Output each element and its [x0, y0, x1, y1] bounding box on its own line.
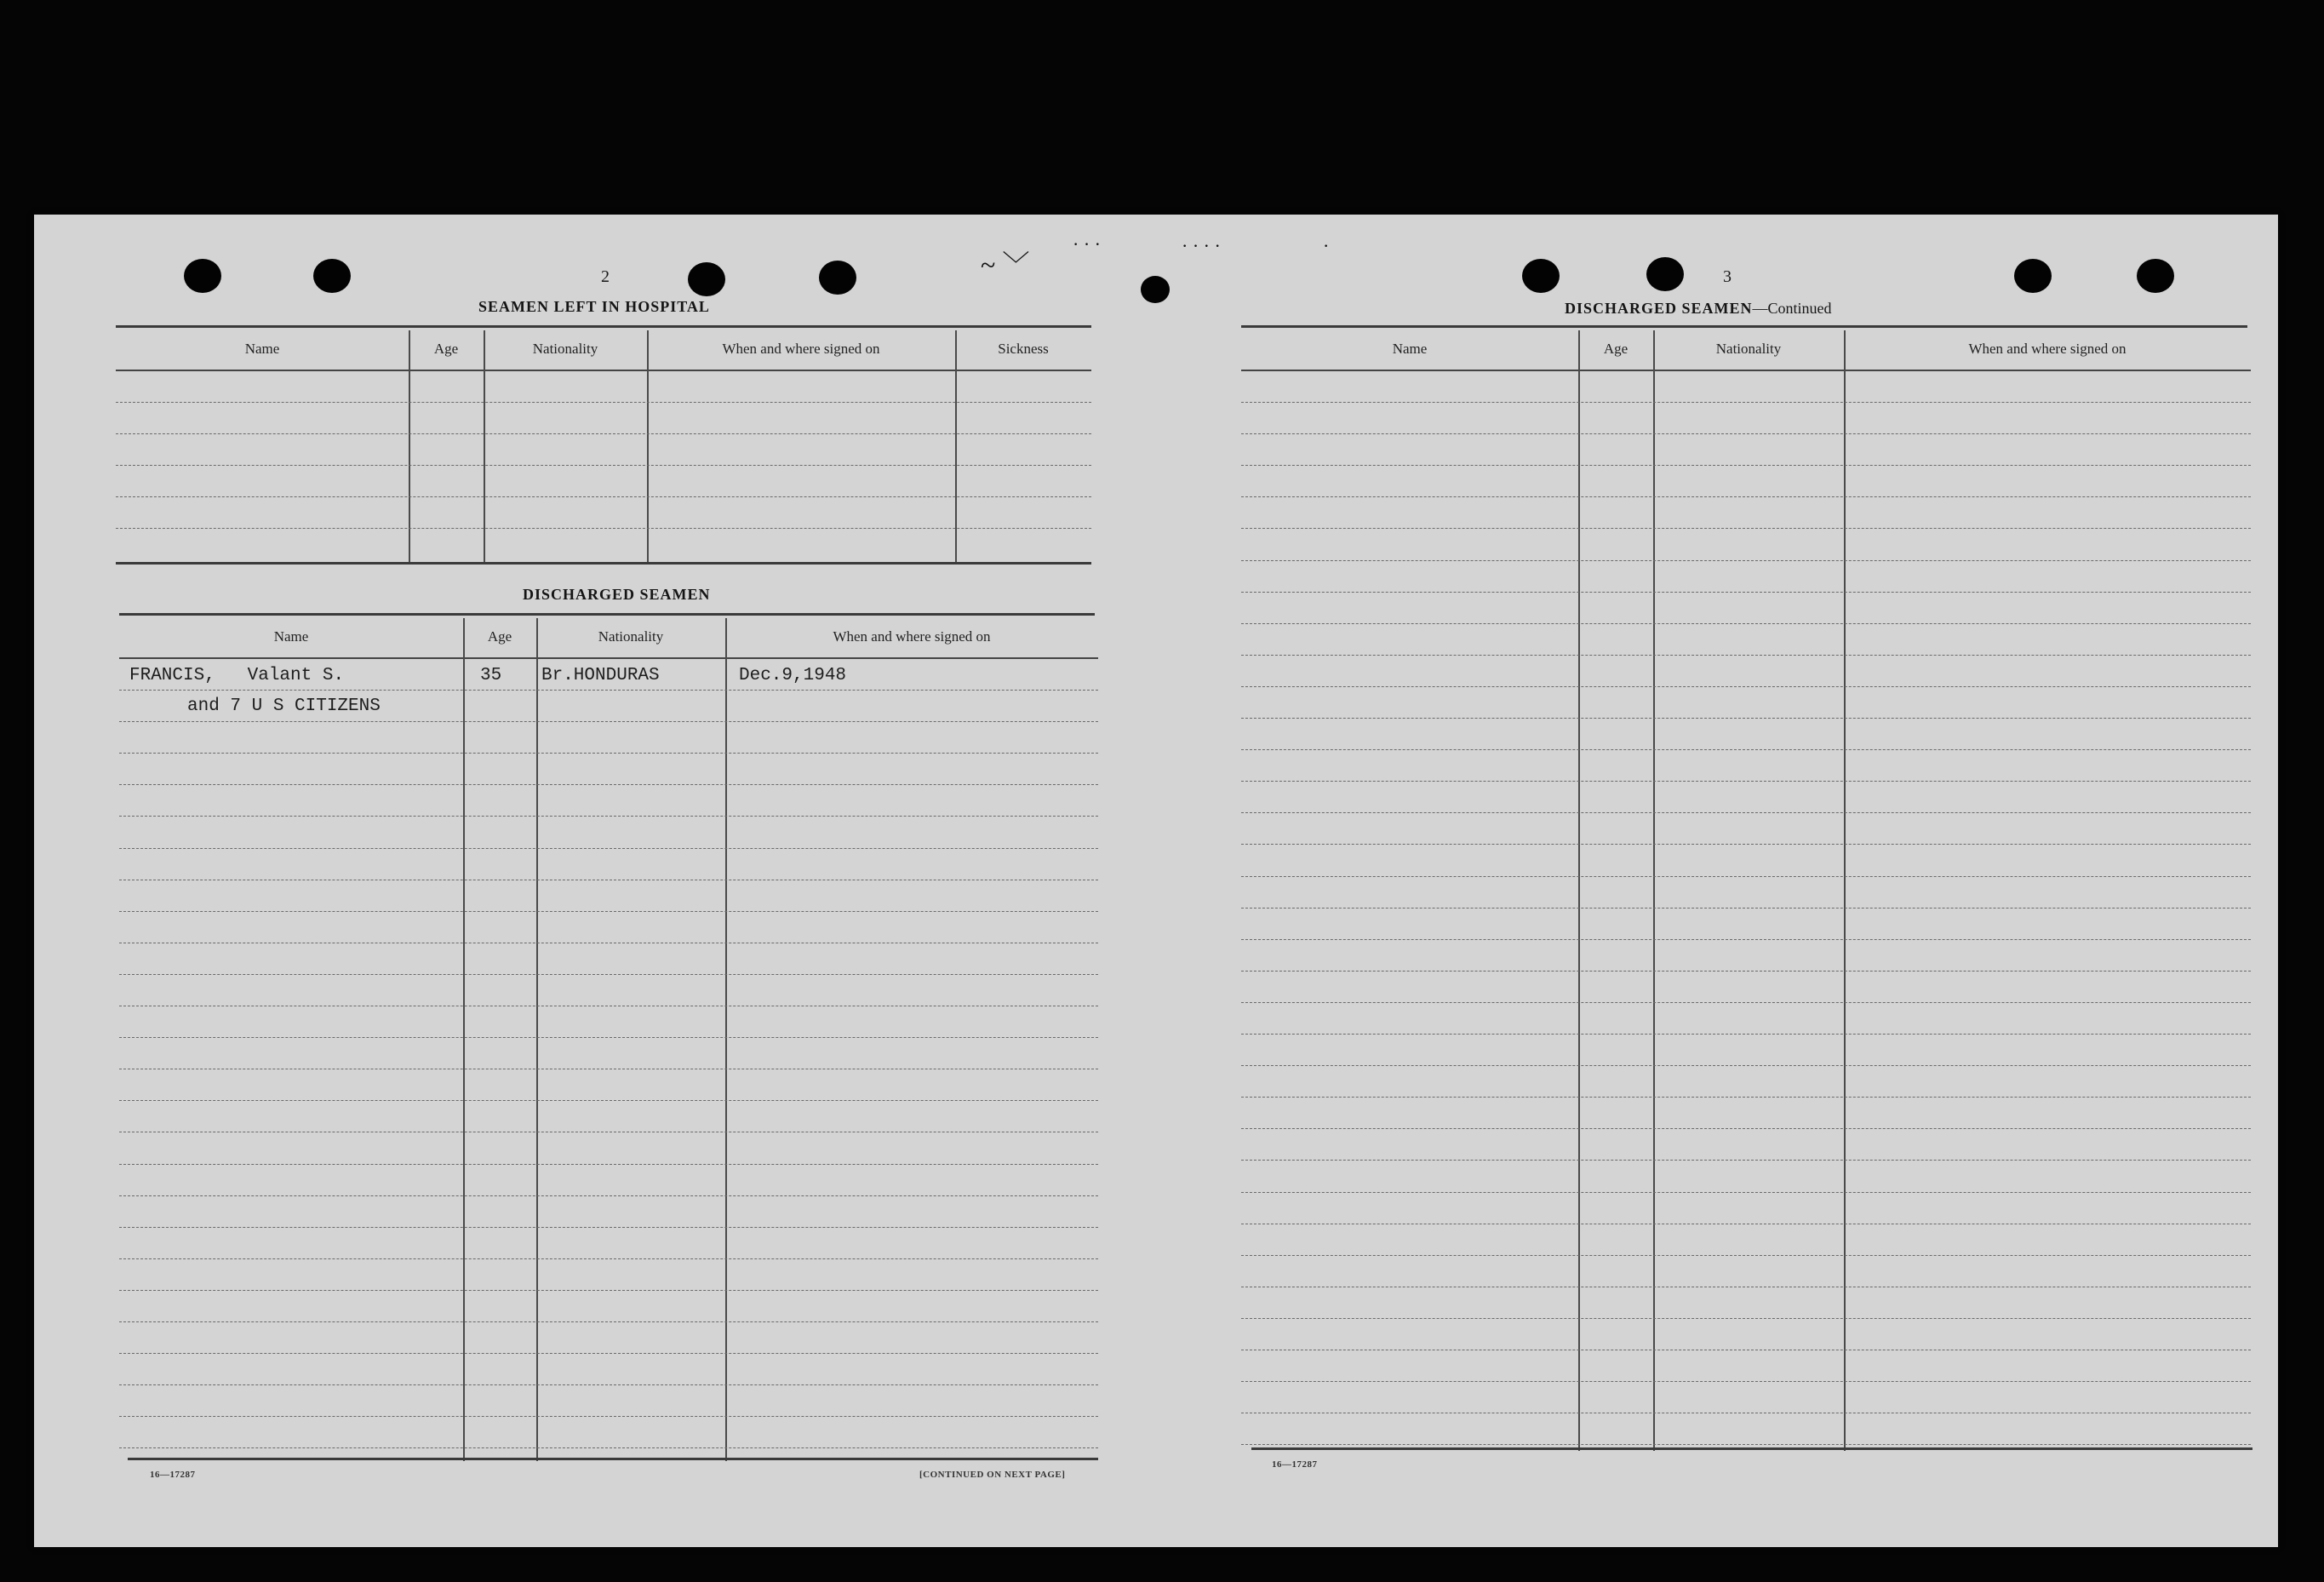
punch-hole — [184, 259, 221, 293]
hospital-col-signed-on: When and where signed on — [722, 341, 880, 357]
seaman-nationality: Br.HONDURAS — [541, 666, 660, 685]
row-line — [116, 402, 1091, 403]
pen-mark: · · · — [1073, 233, 1101, 255]
row-line — [1241, 623, 2251, 624]
col-divider — [1844, 330, 1846, 1451]
row-line — [1241, 560, 2251, 561]
row-line — [116, 433, 1091, 434]
discharged-col-signed-on: When and where signed on — [833, 628, 991, 645]
row-line — [119, 1164, 1098, 1165]
col-divider — [463, 618, 465, 1461]
continued-note: [CONTINUED ON NEXT PAGE] — [919, 1470, 1066, 1480]
document-sheet — [34, 215, 2278, 1547]
col-divider — [1653, 330, 1655, 1451]
row-line — [119, 1416, 1098, 1417]
punch-hole — [313, 259, 351, 293]
header-rule — [119, 657, 1098, 659]
seaman-age: 35 — [480, 666, 502, 685]
row-line — [119, 816, 1098, 817]
row-line — [119, 1100, 1098, 1101]
discharged-col-nationality: Nationality — [598, 628, 664, 645]
row-line — [119, 1384, 1098, 1385]
row-line — [1241, 939, 2251, 940]
row-line — [1241, 1255, 2251, 1256]
hospital-col-age: Age — [433, 341, 459, 357]
row-line — [1241, 1128, 2251, 1129]
right-col-age: Age — [1603, 341, 1629, 357]
hospital-col-nationality: Nationality — [532, 341, 598, 357]
punch-hole — [2137, 259, 2174, 293]
row-line — [1241, 592, 2251, 593]
punch-hole — [2014, 259, 2052, 293]
row-line — [116, 465, 1091, 466]
row-line — [119, 690, 1098, 691]
hospital-top-rule — [116, 325, 1091, 328]
row-line — [119, 911, 1098, 912]
seaman-signed-on: Dec.9,1948 — [739, 666, 847, 685]
row-line — [1241, 686, 2251, 687]
header-rule — [116, 370, 1091, 371]
row-line — [119, 1447, 1098, 1448]
page-number-right: 3 — [1723, 267, 1732, 286]
row-line — [1241, 781, 2251, 782]
right-title-main: DISCHARGED SEAMEN — [1565, 300, 1753, 317]
pen-mark: · · · · — [1182, 235, 1221, 256]
pen-mark: ~ ﹀ — [981, 249, 1030, 280]
pen-mark: · — [1323, 235, 1330, 256]
punch-hole — [1522, 259, 1560, 293]
hospital-table — [116, 330, 1091, 562]
right-col-nationality: Nationality — [1715, 341, 1782, 357]
discharged-col-age: Age — [487, 628, 512, 645]
row-line — [119, 1290, 1098, 1291]
form-number-left: 16—17287 — [150, 1470, 196, 1480]
row-line — [1241, 1381, 2251, 1382]
row-line — [119, 848, 1098, 849]
row-line — [1241, 402, 2251, 403]
row-line — [116, 496, 1091, 497]
punch-hole — [819, 261, 856, 295]
row-line — [119, 784, 1098, 785]
row-line — [119, 753, 1098, 754]
row-line — [119, 1321, 1098, 1322]
row-line — [1241, 971, 2251, 972]
discharged-section-title: DISCHARGED SEAMEN — [523, 586, 711, 603]
right-top-rule — [1241, 325, 2247, 328]
row-line — [1241, 1065, 2251, 1066]
row-line — [119, 1195, 1098, 1196]
right-bottom-rule — [1251, 1447, 2252, 1450]
row-line — [1241, 908, 2251, 909]
punch-hole — [1141, 276, 1170, 303]
row-line — [119, 1037, 1098, 1038]
discharged-bottom-rule — [128, 1458, 1098, 1460]
discharged-table — [119, 618, 1098, 1461]
col-divider — [725, 618, 727, 1461]
col-divider — [536, 618, 538, 1461]
row-line — [1241, 465, 2251, 466]
seaman-name: and 7 U S CITIZENS — [187, 696, 381, 716]
row-line — [119, 721, 1098, 722]
right-title-suffix: —Continued — [1752, 300, 1832, 317]
row-line — [119, 974, 1098, 975]
col-divider — [1578, 330, 1580, 1451]
row-line — [1241, 718, 2251, 719]
header-rule — [1241, 370, 2251, 371]
seaman-name: FRANCIS, Valant S. — [129, 666, 345, 685]
hospital-section-title: SEAMEN LEFT IN HOSPITAL — [478, 298, 710, 315]
row-line — [116, 528, 1091, 529]
row-line — [1241, 496, 2251, 497]
row-line — [1241, 528, 2251, 529]
discharged-col-name: Name — [273, 628, 309, 645]
row-line — [119, 1227, 1098, 1228]
row-line — [1241, 812, 2251, 813]
right-col-signed-on: When and where signed on — [1968, 341, 2127, 357]
right-col-name: Name — [1392, 341, 1428, 357]
row-line — [1241, 876, 2251, 877]
right-section-title — [1565, 300, 1832, 318]
row-line — [1241, 749, 2251, 750]
hospital-col-name: Name — [244, 341, 280, 357]
row-line — [1241, 1160, 2251, 1161]
row-line — [1241, 1444, 2251, 1445]
row-line — [1241, 1034, 2251, 1035]
row-line — [1241, 1318, 2251, 1319]
hospital-bottom-rule — [116, 562, 1091, 565]
punch-hole — [688, 262, 725, 296]
row-line — [119, 1258, 1098, 1259]
page-number-left: 2 — [601, 267, 610, 286]
discharged-top-rule — [119, 613, 1095, 616]
row-line — [1241, 433, 2251, 434]
hospital-col-sickness: Sickness — [998, 341, 1049, 357]
row-line — [1241, 1097, 2251, 1098]
form-number-right: 16—17287 — [1272, 1459, 1318, 1470]
punch-hole — [1646, 257, 1684, 291]
discharged-continued-table — [1241, 330, 2251, 1451]
row-line — [1241, 1002, 2251, 1003]
row-line — [119, 1353, 1098, 1354]
row-line — [1241, 655, 2251, 656]
row-line — [1241, 1192, 2251, 1193]
row-line — [1241, 844, 2251, 845]
